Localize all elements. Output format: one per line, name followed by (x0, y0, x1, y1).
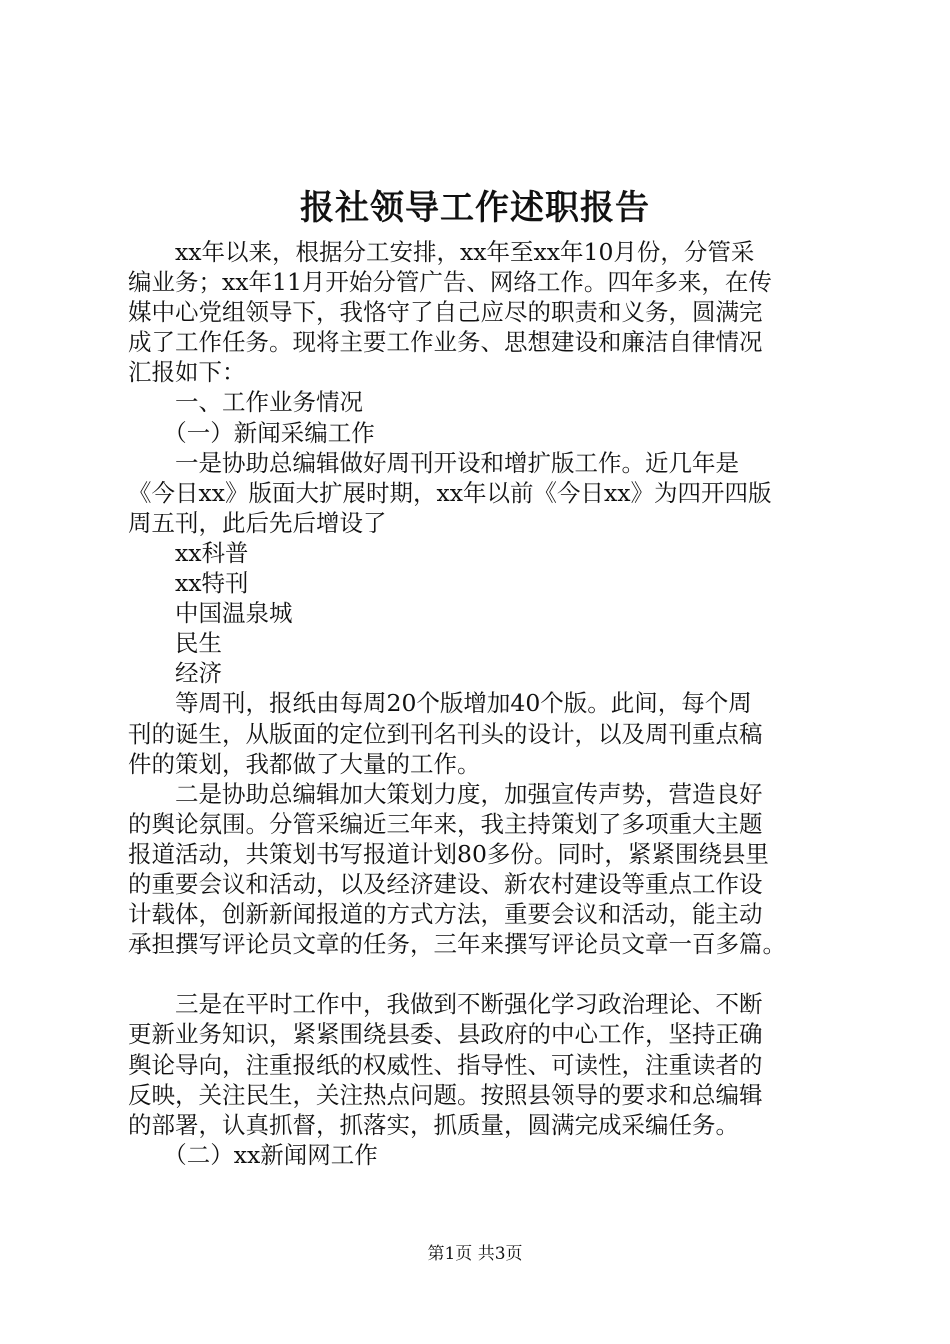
blank-line (128, 959, 828, 989)
text-line: 二是协助总编辑加大策划力度，加强宣传声势，营造良好 (128, 779, 763, 808)
text-line: 报道活动，共策划书写报道计划80多份。同时，紧紧围绕县里 (128, 839, 769, 868)
text-line: 更新业务知识，紧紧围绕县委、县政府的中心工作，坚持正确 (128, 1020, 763, 1049)
document-body (128, 237, 828, 1170)
text-line: 周五刊，此后先后增设了 (128, 508, 387, 537)
text-line: 舆论导向，注重报纸的权威性、指导性、可读性，注重读者的 (128, 1050, 763, 1079)
document-title: 报社领导工作述职报告 (300, 188, 650, 228)
list-item: xx科普 (128, 538, 249, 567)
list-item: 中国温泉城 (128, 599, 293, 628)
subsection-heading: （一）新闻采编工作 (128, 418, 375, 447)
text-line: 媒中心党组领导下，我恪守了自己应尽的职责和义务，圆满完 (128, 298, 763, 327)
text-line: 承担撰写评论员文章的任务，三年来撰写评论员文章一百多篇。 (128, 930, 786, 959)
text-line: 刊的诞生，从版面的定位到刊名刊头的设计，以及周刊重点稿 (128, 719, 763, 748)
text-line: 的部署，认真抓督，抓落实，抓质量，圆满完成采编任务。 (128, 1110, 739, 1139)
text-line: 的重要会议和活动，以及经济建设、新农村建设等重点工作设 (128, 869, 763, 898)
text-line: 成了工作任务。现将主要工作业务、思想建设和廉洁自律情况 (128, 328, 763, 357)
text-line: 反映，关注民生，关注热点问题。按照县领导的要求和总编辑 (128, 1080, 763, 1109)
text-line: 一是协助总编辑做好周刊开设和增扩版工作。近几年是 (128, 448, 739, 477)
text-line: 三是在平时工作中，我做到不断强化学习政治理论、不断 (128, 990, 763, 1019)
text-line: 计载体，创新新闻报道的方式方法，重要会议和活动，能主动 (128, 900, 763, 929)
text-line: 等周刊，报纸由每周20个版增加40个版。此间，每个周 (128, 689, 752, 718)
text-line: 件的策划，我都做了大量的工作。 (128, 749, 481, 778)
text-line: 的舆论氛围。分管采编近三年来，我主持策划了多项重大主题 (128, 809, 763, 838)
text-line: xx年以来，根据分工安排，xx年至xx年10月份，分管采 (128, 238, 755, 266)
list-item: 民生 (128, 629, 222, 658)
section-heading: 一、工作业务情况 (128, 388, 363, 417)
subsection-heading: （二）xx新闻网工作 (128, 1140, 378, 1169)
text-line: 《今日xx》版面大扩展时期，xx年以前《今日xx》为四开四版 (128, 478, 772, 507)
list-item: 经济 (128, 659, 222, 688)
page-footer: 第1页 共3页 (427, 1244, 523, 1264)
text-line: 汇报如下： (128, 358, 246, 387)
list-item: xx特刊 (128, 569, 249, 598)
text-line: 编业务；xx年11月开始分管广告、网络工作。四年多来，在传 (128, 268, 772, 297)
